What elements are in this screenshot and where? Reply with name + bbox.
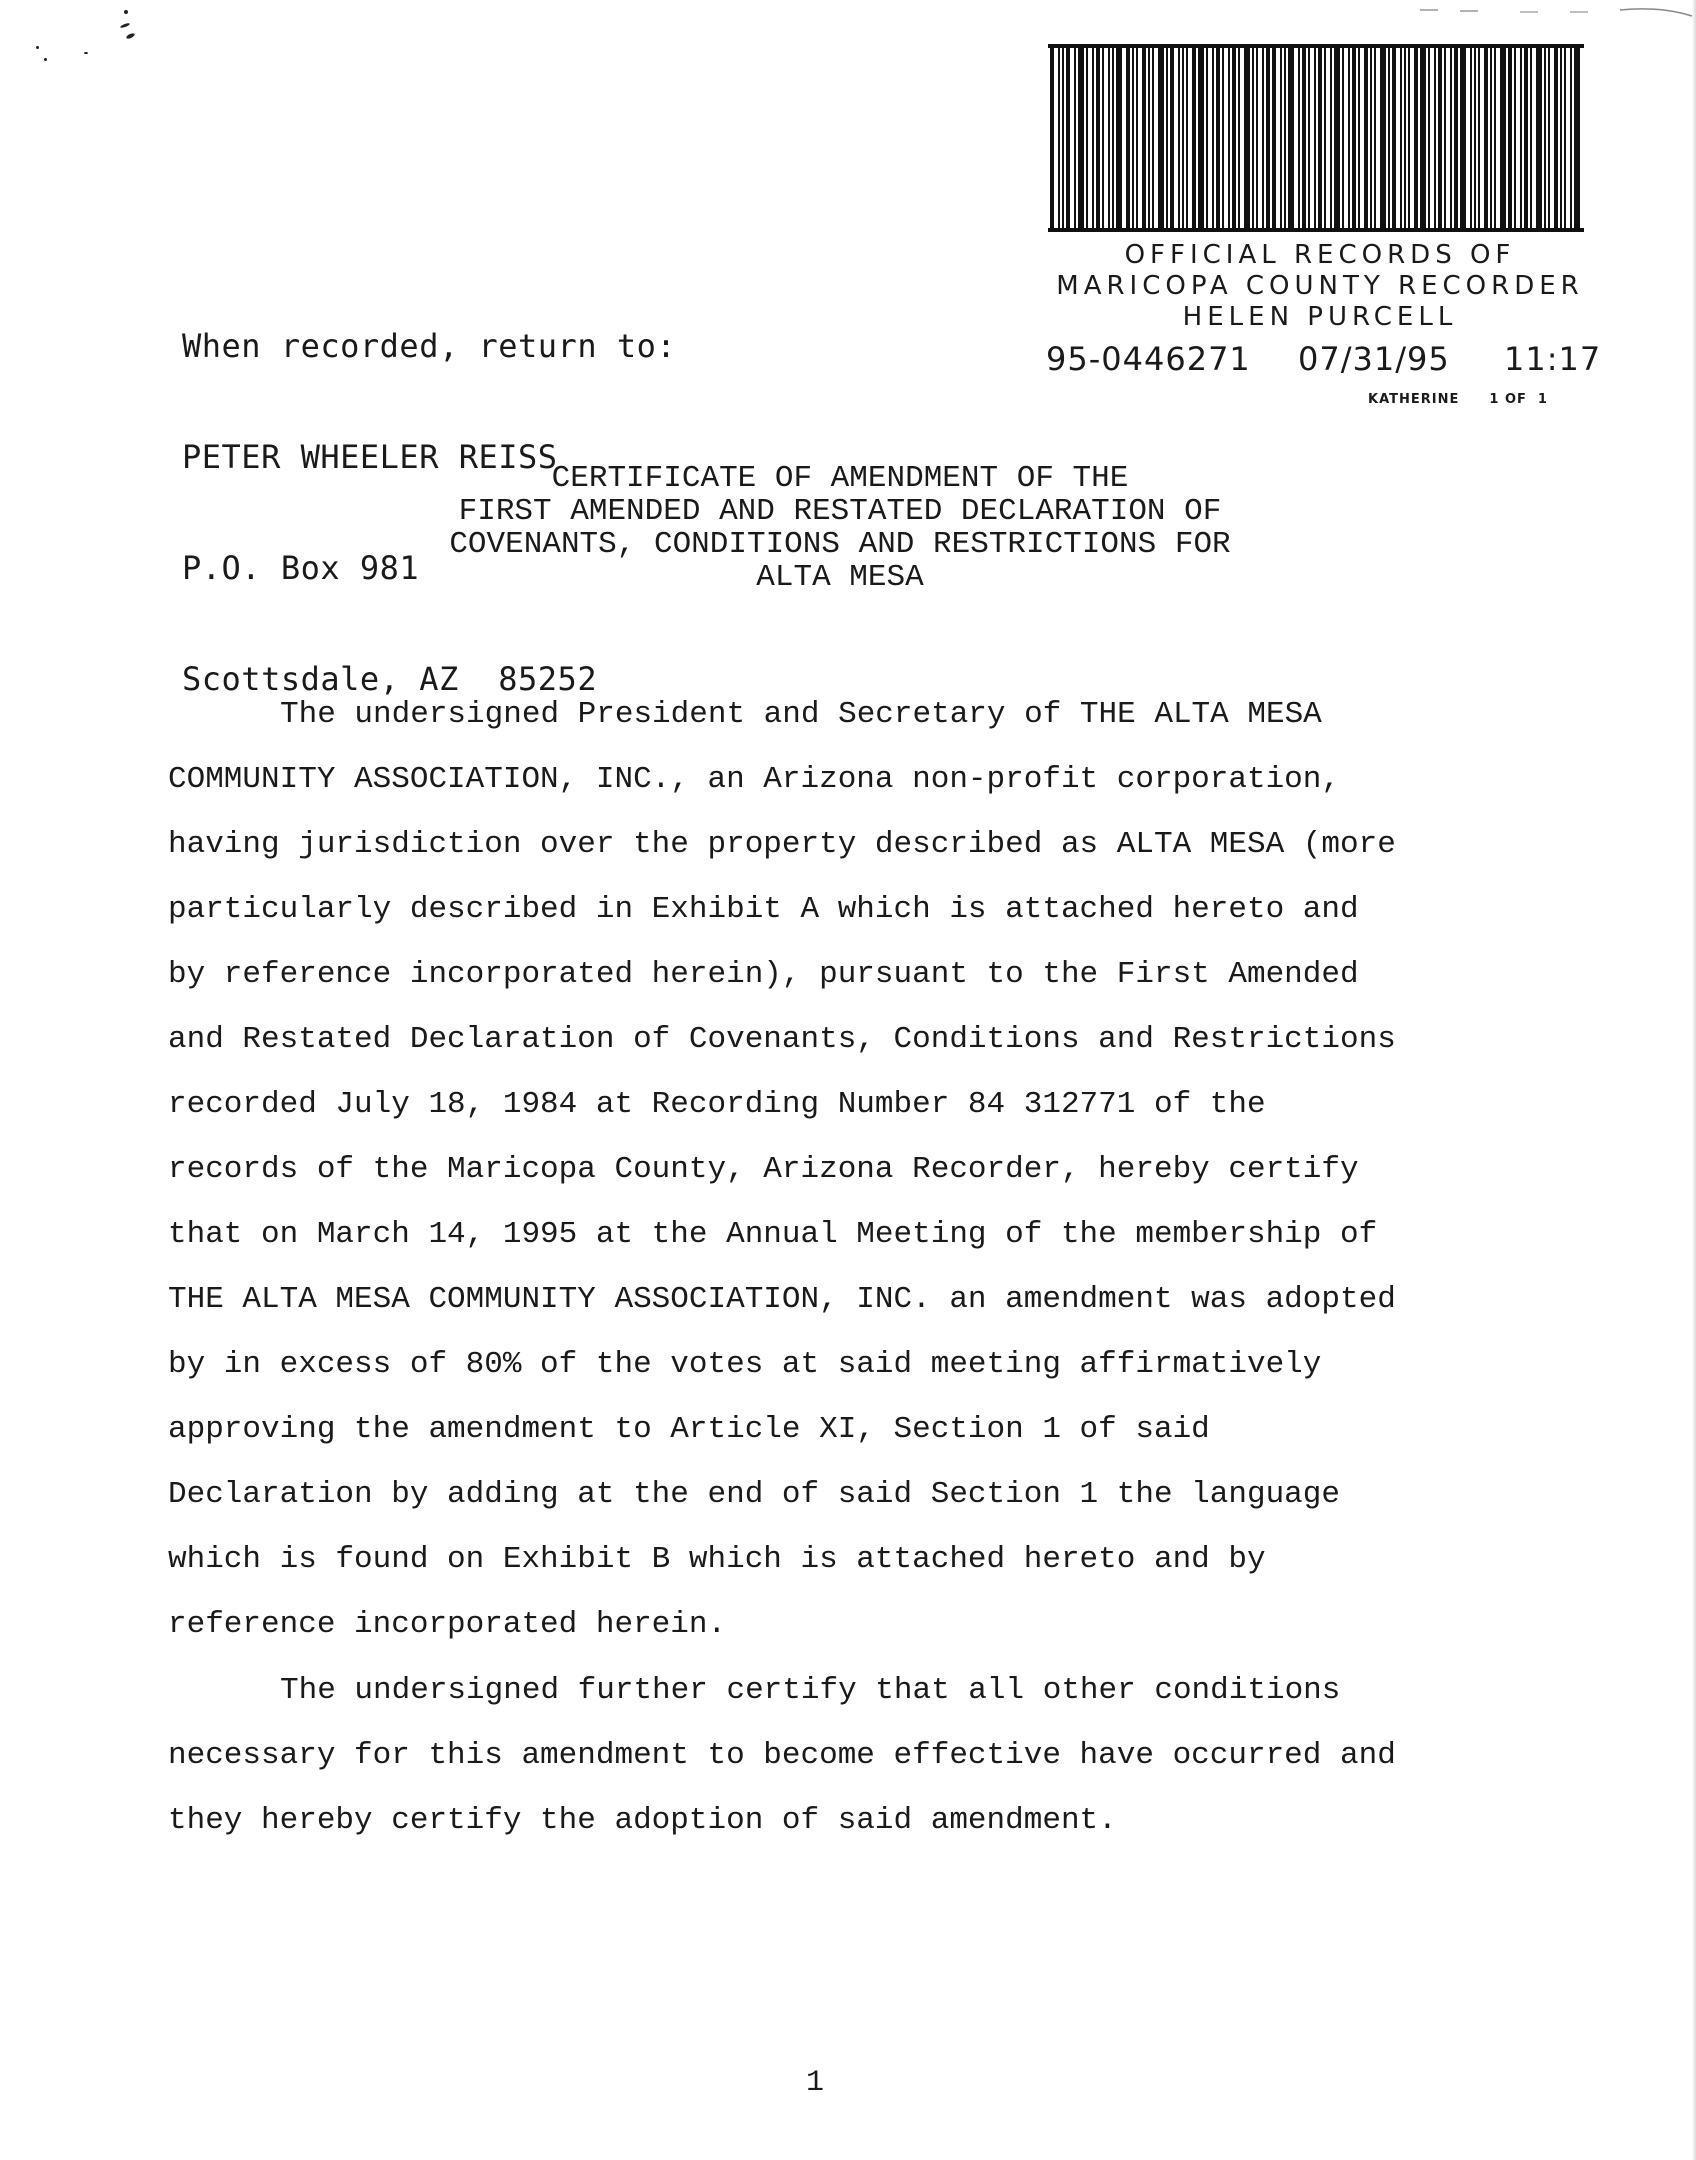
barcode-bar bbox=[1564, 48, 1566, 228]
barcode-bar bbox=[1438, 48, 1442, 228]
scan-speck bbox=[36, 46, 39, 49]
barcode-bar bbox=[1370, 48, 1372, 228]
barcode-bar bbox=[1284, 48, 1286, 228]
body-line: having jurisdiction over the property described as ALTA MESA (more bbox=[168, 827, 1396, 862]
barcode-bar bbox=[1544, 48, 1546, 228]
barcode-bar bbox=[1434, 48, 1436, 228]
barcode-bar bbox=[1570, 48, 1572, 228]
barcode-bar bbox=[1096, 48, 1100, 228]
barcode-bar bbox=[1514, 48, 1516, 228]
barcode-bar bbox=[1420, 48, 1426, 228]
barcode-bar bbox=[1108, 48, 1110, 228]
barcode-bar bbox=[1342, 48, 1344, 228]
body-line: The undersigned further certify that all other conditions bbox=[280, 1673, 1341, 1708]
scan-speck bbox=[44, 58, 47, 61]
barcode-bar bbox=[1530, 48, 1532, 228]
page-number: 1 bbox=[805, 2066, 824, 2100]
barcode-bar bbox=[1256, 48, 1258, 228]
barcode-bar bbox=[1142, 48, 1146, 228]
barcode-bar bbox=[1302, 48, 1306, 228]
body-line: Declaration by adding at the end of said Section 1 the language bbox=[168, 1477, 1340, 1512]
barcode-bar bbox=[1478, 48, 1480, 228]
body-line: reference incorporated herein. bbox=[168, 1607, 727, 1642]
barcode-bar bbox=[1414, 48, 1418, 228]
barcode-bar bbox=[1428, 48, 1430, 228]
barcode-bar bbox=[1126, 48, 1130, 228]
body-line: and Restated Declaration of Covenants, Conditions and Restrictions bbox=[168, 1022, 1396, 1057]
barcode-bar bbox=[1574, 48, 1580, 228]
barcode-bar bbox=[1148, 48, 1150, 228]
barcode-bar bbox=[1280, 48, 1282, 228]
barcode-bar bbox=[1198, 48, 1204, 228]
barcode-bar bbox=[1232, 48, 1236, 228]
barcode-bar bbox=[1216, 48, 1220, 228]
barcode-bar bbox=[1460, 48, 1466, 228]
barcode-bar bbox=[1288, 48, 1294, 228]
return-address-line: When recorded, return to: bbox=[182, 327, 677, 365]
page-count: 1 OF 1 bbox=[1489, 392, 1548, 407]
barcode-bar bbox=[1494, 48, 1496, 228]
barcode-bar bbox=[1380, 48, 1386, 228]
barcode-bar bbox=[1206, 48, 1208, 228]
barcode-bar bbox=[1244, 48, 1250, 228]
barcode-bar bbox=[1074, 48, 1076, 228]
document-number: 95-0446271 bbox=[1046, 340, 1251, 378]
barcode-bar bbox=[1500, 48, 1506, 228]
body-line: COMMUNITY ASSOCIATION, INC., an Arizona non-profit corporation, bbox=[168, 762, 1340, 797]
barcode-bar bbox=[1324, 48, 1326, 228]
title-line: ALTA MESA bbox=[756, 560, 924, 595]
barcode-bar bbox=[1314, 48, 1316, 228]
recorder-stamp bbox=[1040, 240, 1600, 333]
barcode-bar bbox=[1404, 48, 1406, 228]
barcode-bar bbox=[1318, 48, 1322, 228]
barcode-bar bbox=[1066, 48, 1070, 228]
recording-barcode bbox=[1048, 44, 1584, 232]
barcode-bar bbox=[1444, 48, 1446, 228]
barcode-bar bbox=[1050, 48, 1054, 228]
barcode-bar bbox=[1178, 48, 1180, 228]
scan-speck bbox=[126, 32, 136, 39]
body-paragraph-2 bbox=[168, 1658, 1488, 1853]
barcode-bar bbox=[1062, 48, 1064, 228]
barcode-bar bbox=[1112, 48, 1114, 228]
barcode-bar bbox=[1238, 48, 1240, 228]
barcode-bar bbox=[1358, 48, 1360, 228]
barcode-bar bbox=[1228, 48, 1230, 228]
barcode-bar bbox=[1400, 48, 1402, 228]
barcode-bar bbox=[1272, 48, 1276, 228]
barcode-bar bbox=[1364, 48, 1368, 228]
barcode-bar bbox=[1266, 48, 1270, 228]
barcode-bar bbox=[1192, 48, 1196, 228]
recording-time: 11:17 bbox=[1504, 340, 1602, 378]
barcode-bar bbox=[1484, 48, 1488, 228]
barcode-bar bbox=[1058, 48, 1060, 228]
body-line: which is found on Exhibit B which is attached hereto and by bbox=[168, 1542, 1266, 1577]
return-address-line: P.O. Box 981 bbox=[182, 549, 420, 587]
barcode-bar bbox=[1212, 48, 1214, 228]
barcode-bar bbox=[1116, 48, 1122, 228]
clerk-info bbox=[1368, 392, 1578, 407]
barcode-bar bbox=[1536, 48, 1542, 228]
barcode-bar bbox=[1548, 48, 1550, 228]
barcode-bar bbox=[1158, 48, 1164, 228]
barcode-bar bbox=[1352, 48, 1356, 228]
recorder-stamp-line: HELEN PURCELL bbox=[1182, 302, 1458, 332]
title-line: FIRST AMENDED AND RESTATED DECLARATION OF bbox=[458, 494, 1222, 529]
body-paragraph-1 bbox=[168, 682, 1488, 1657]
barcode-bar bbox=[1092, 48, 1094, 228]
barcode-bar bbox=[1470, 48, 1472, 228]
barcode-bar bbox=[1388, 48, 1390, 228]
barcode-bar bbox=[1408, 48, 1410, 228]
barcode-bar bbox=[1474, 48, 1476, 228]
body-line: recorded July 18, 1984 at Recording Number 84 312771 of the bbox=[168, 1087, 1266, 1122]
barcode-bar bbox=[1348, 48, 1350, 228]
clerk-name: KATHERINE bbox=[1368, 392, 1460, 407]
barcode-bar bbox=[1520, 48, 1522, 228]
barcode-bar bbox=[1222, 48, 1224, 228]
body-line: they hereby certify the adoption of said amendment. bbox=[168, 1803, 1117, 1838]
body-line: necessary for this amendment to become effective have occurred and bbox=[168, 1738, 1396, 1773]
body-line: that on March 14, 1995 at the Annual Meeting of the membership of bbox=[168, 1217, 1378, 1252]
barcode-bar bbox=[1298, 48, 1300, 228]
barcode-bar bbox=[1166, 48, 1168, 228]
body-line: The undersigned President and Secretary of THE ALTA MESA bbox=[280, 697, 1322, 732]
barcode-bar bbox=[1182, 48, 1184, 228]
barcode-bar bbox=[1308, 48, 1310, 228]
title-line: COVENANTS, CONDITIONS AND RESTRICTIONS FOR bbox=[449, 527, 1231, 562]
recorder-stamp-line: OFFICIAL RECORDS OF bbox=[1124, 240, 1516, 270]
barcode-bar bbox=[1170, 48, 1174, 228]
body-line: by in excess of 80% of the votes at said meeting affirmatively bbox=[168, 1347, 1322, 1382]
barcode-bar bbox=[1374, 48, 1376, 228]
scan-right-edge bbox=[1692, 0, 1696, 2160]
barcode-bar bbox=[1132, 48, 1134, 228]
recorder-stamp-line: MARICOPA COUNTY RECORDER bbox=[1056, 271, 1584, 301]
barcode-bar bbox=[1086, 48, 1088, 228]
return-address-line: Scottsdale, AZ 85252 bbox=[182, 660, 598, 698]
barcode-bar bbox=[1136, 48, 1138, 228]
barcode-bar bbox=[1392, 48, 1396, 228]
body-line: particularly described in Exhibit A which is attached hereto and bbox=[168, 892, 1359, 927]
body-line: THE ALTA MESA COMMUNITY ASSOCIATION, INC. an amendment was adopted bbox=[168, 1282, 1396, 1317]
body-line: records of the Maricopa County, Arizona Recorder, hereby certify bbox=[168, 1152, 1359, 1187]
scan-speck bbox=[120, 22, 130, 28]
body-line: by reference incorporated herein), pursuant to the First Amended bbox=[168, 957, 1359, 992]
barcode-bar bbox=[1450, 48, 1452, 228]
document-title bbox=[380, 462, 1300, 594]
barcode-bar bbox=[1252, 48, 1254, 228]
scan-edge-marks bbox=[1420, 4, 1696, 18]
barcode-bar bbox=[1508, 48, 1512, 228]
barcode-bar bbox=[1524, 48, 1528, 228]
return-address-line: PETER WHEELER REISS bbox=[182, 438, 558, 476]
barcode-bar bbox=[1152, 48, 1154, 228]
barcode-bar bbox=[1334, 48, 1340, 228]
body-line: approving the amendment to Article XI, Section 1 of said bbox=[168, 1412, 1210, 1447]
barcode-bar bbox=[1560, 48, 1562, 228]
barcode-bar bbox=[1330, 48, 1332, 228]
barcode-bar bbox=[1102, 48, 1104, 228]
barcode-bar bbox=[1454, 48, 1458, 228]
scan-speck bbox=[124, 10, 128, 14]
barcode-bar bbox=[1490, 48, 1492, 228]
title-line: CERTIFICATE OF AMENDMENT OF THE bbox=[551, 461, 1129, 496]
barcode-bar bbox=[1262, 48, 1264, 228]
recording-date: 07/31/95 bbox=[1298, 340, 1450, 378]
barcode-bar bbox=[1554, 48, 1558, 228]
barcode-bar bbox=[1078, 48, 1084, 228]
barcode-bar bbox=[1186, 48, 1188, 228]
scan-speck bbox=[84, 52, 88, 54]
